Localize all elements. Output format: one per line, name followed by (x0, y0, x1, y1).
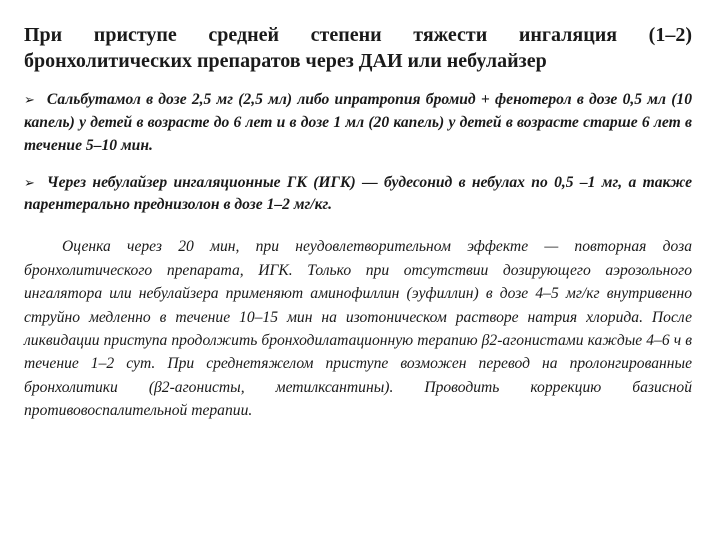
bullet-item-nebulizer (24, 172, 692, 218)
arrow-bullet-icon: ➢ (24, 92, 35, 108)
slide-heading: При приступе средней степени тяжести ингаляция (1–2) бронхолитических препаратов через ДАИ или небулайзер (24, 24, 692, 73)
bullet-text: Сальбутамол в дозе 2,5 мг (2,5 мл) либо ипратропия бромид + фенотерол в дозе 0,5 мл (10 капель) у детей в возрасте до 6 лет и в дозе 1 мл (20 капель) у детей в возрасте старше 6 лет в течение 5–10 мин. (24, 90, 692, 154)
assessment-paragraph: Оценка через 20 мин, при неудовлетворительном эффекте — повторная доза бронхолитического препарата, ИГК. Только при отсутствии дозирующего аэрозольного ингалятора или небулайзера применяют аминофиллин (эуфиллин) в дозе 4–5 мг/кг внутривенно струйно медленно в течение 10–15 мин на изотоническом растворе натрия хлорида. После ликвидации приступа продолжить бронходилатационную терапию β2-агонистами каждые 4–6 ч в течение 1–2 сут. При среднетяжелом приступе возможен перевод на пролонгированные бронхолитики (β2-агонисты, метилксантины). Проводить коррекцию базисной противовоспалительной терапии. (24, 238, 692, 420)
bullet-text: Через небулайзер ингаляционные ГК (ИГК) — будесонид в небулах по 0,5 –1 мг, а также парентерально преднизолон в дозе 1–2 мг/кг. (24, 173, 692, 214)
arrow-bullet-icon: ➢ (24, 175, 35, 191)
bullet-item-salbutamol (24, 89, 692, 158)
